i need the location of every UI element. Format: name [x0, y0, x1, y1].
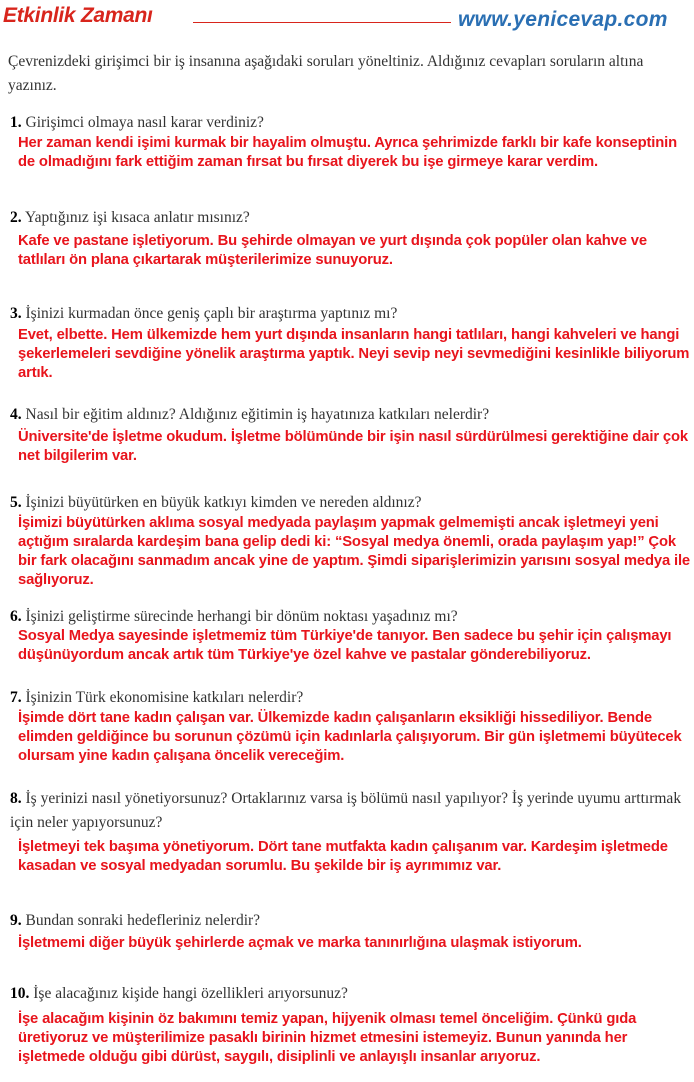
header-divider: [193, 22, 451, 23]
question-number: 4.: [10, 406, 22, 423]
question-text: İş yerinizi nasıl yönetiyorsunuz? Ortaklarınız varsa iş bölümü nasıl yapılıyor? İş yerinde uyumu arttırmak için neler yapıyorsunuz?: [10, 790, 682, 831]
question-text: Nasıl bir eğitim aldınız? Aldığınız eğitimin iş hayatınıza katkıları nelerdir?: [25, 406, 490, 423]
question-10: [10, 982, 686, 1006]
answer-6: Sosyal Medya sayesinde işletmemiz tüm Türkiye'de tanıyor. Ben sadece bu şehir için çalışmayı düşünüyordum ancak artık tüm Türkiye'ye özel kahve ve pastalar gönderebiliyoruz.: [18, 628, 672, 663]
question-text: İşinizi kurmadan önce geniş çaplı bir araştırma yaptınız mı?: [25, 305, 398, 322]
question-2: [10, 206, 686, 230]
question-text: İşinizi geliştirme sürecinde herhangi bir dönüm noktası yaşadınız mı?: [25, 608, 458, 625]
question-1: [10, 111, 686, 135]
activity-title: Etkinlik Zamanı: [3, 4, 153, 27]
instructions: Çevrenizdeki girişimci bir iş insanına aşağıdaki soruları yöneltiniz. Aldığınız cevapları soruların altına yazınız.: [8, 53, 644, 94]
answer-2: Kafe ve pastane işletiyorum. Bu şehirde olmayan ve yurt dışında çok popüler olan kahve ve tatlıları ön plana çıkartarak müşterilerimize sunuyoruz.: [18, 233, 647, 268]
question-text: İşinizin Türk ekonomisine katkıları nelerdir?: [25, 689, 304, 706]
question-text: İşe alacağınız kişide hangi özellikleri arıyorsunuz?: [33, 985, 348, 1002]
answer-10: İşe alacağım kişinin öz bakımını temiz yapan, hijyenik olması temel önceliğim. Çünkü gıda üretiyoruz ve müşterilimize pasaklı birinin hizmet etmesini istemeyiz. Bunun yanında her işletmede olduğu gibi dürüst, saygılı, disiplinli ve anlayışlı insanlar arıyoruz.: [18, 1011, 637, 1065]
answer-5: İşimizi büyütürken aklıma sosyal medyada paylaşım yapmak gelmemişti ancak işletmeyi yeni açtığım sıralarda kardeşim bana gelip dedi ki: “Sosyal medya önemli, orada paylaşım yap!” Çok bir fark olacağını sanmadım ancak yine de yaptım. Şimdi siparişlerimizin yarısını sosyal medya ile sağlıyoruz.: [18, 515, 690, 588]
question-number: 9.: [10, 912, 22, 929]
question-6: [10, 605, 686, 629]
question-4: [10, 403, 686, 427]
question-number: 5.: [10, 494, 22, 511]
question-number: 1.: [10, 114, 22, 131]
answer-4: Üniversite'de İşletme okudum. İşletme bölümünde bir işin nasıl sürdürülmesi gerektiğine dair çok net bilgilerim var.: [18, 429, 688, 464]
question-3: [10, 302, 686, 326]
question-number: 6.: [10, 608, 22, 625]
answer-8: İşletmeyi tek başıma yönetiyorum. Dört tane mutfakta kadın çalışanım var. Kardeşim işletmede kasadan ve sosyal medyadan sorumlu. Bu şekilde bir iş ayrımımız var.: [18, 839, 668, 874]
question-number: 8.: [10, 790, 22, 807]
question-7: [10, 686, 686, 710]
question-number: 2.: [10, 209, 22, 226]
question-5: [10, 491, 686, 515]
answer-9: İşletmemi diğer büyük şehirlerde açmak ve marka tanınırlığına ulaşmak istiyorum.: [18, 935, 582, 951]
question-number: 10.: [10, 985, 30, 1002]
question-text: Bundan sonraki hedefleriniz nelerdir?: [25, 912, 261, 929]
question-9: [10, 909, 686, 933]
answer-3: Evet, elbette. Hem ülkemizde hem yurt dışında insanların hangi tatlıları, hangi kahveleri ve hangi şekerlemeleri sevdiğine yönelik araştırma yaptık. Neyi sevip neyi sevmediğini kesinlikle biliyorum artık.: [18, 327, 690, 381]
question-8: [10, 787, 686, 835]
answer-7: İşimde dört tane kadın çalışan var. Ülkemizde kadın çalışanların eksikliği hissediliyor. Bende elimden geldiğince bu sorunun çözümü için kadınlarla çalışıyorum. Bir gün işletmemi büyütecek olursam yine kadın çalışana öncelik vereceğim.: [18, 710, 682, 764]
question-text: Yaptığınız işi kısaca anlatır mısınız?: [24, 209, 250, 226]
question-number: 3.: [10, 305, 22, 322]
site-watermark: www.yenicevap.com: [458, 8, 668, 31]
answer-1: Her zaman kendi işimi kurmak bir hayalim olmuştu. Ayrıca şehrimizde farklı bir kafe konseptinin de olmadığını fark ettiğim zaman fırsat bu fırsat diyerek bu işe girmeye karar verdim.: [18, 135, 677, 170]
page-header: [0, 0, 694, 40]
question-text: İşinizi büyütürken en büyük katkıyı kimden ve nereden aldınız?: [25, 494, 422, 511]
question-number: 7.: [10, 689, 22, 706]
question-text: Girişimci olmaya nasıl karar verdiniz?: [25, 114, 264, 131]
